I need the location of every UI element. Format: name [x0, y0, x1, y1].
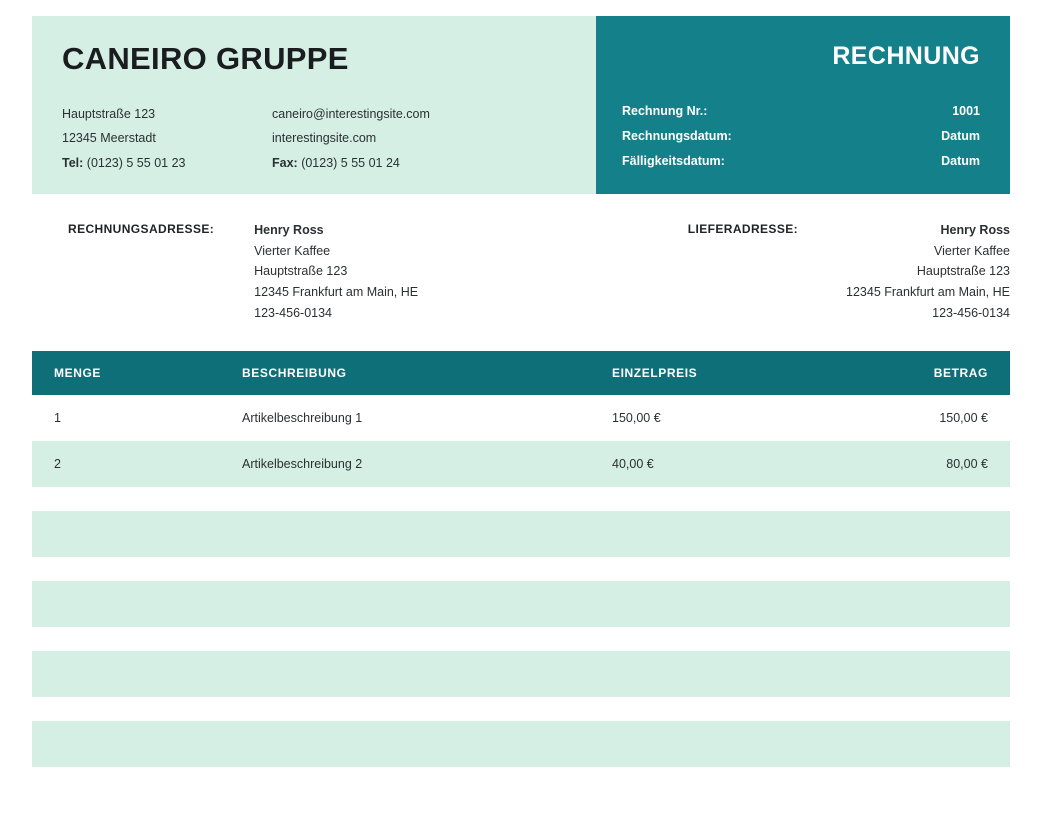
empty-row — [32, 651, 1010, 697]
table-gap — [0, 627, 1042, 651]
company-contact — [62, 102, 566, 175]
cell-amount: 150,00 € — [939, 411, 988, 426]
cell-description: Artikelbeschreibung 1 — [242, 411, 363, 426]
company-phone — [62, 151, 272, 175]
line-items-table — [32, 351, 1010, 487]
company-fax — [272, 151, 552, 175]
address-section — [32, 220, 1010, 323]
table-gap — [0, 487, 1042, 511]
company-street: Hauptstraße 123 — [62, 107, 156, 122]
billing-address-label: RECHNUNGSADRESSE: — [68, 222, 215, 236]
billing-line: 12345 Frankfurt am Main, HE — [254, 284, 419, 299]
invoice-page — [0, 16, 1042, 816]
billing-line: 123-456-0134 — [254, 305, 333, 320]
cell-quantity: 2 — [54, 457, 61, 472]
cell-amount: 80,00 € — [946, 457, 988, 472]
table-row — [32, 441, 1010, 487]
header-description: BESCHREIBUNG — [242, 366, 347, 381]
header-quantity: MENGE — [54, 366, 102, 381]
cell-unit-price: 150,00 € — [612, 411, 661, 426]
company-block — [32, 16, 596, 194]
billing-name: Henry Ross — [254, 223, 324, 237]
cell-description: Artikelbeschreibung 2 — [242, 457, 363, 472]
empty-row — [32, 721, 1010, 767]
table-gap — [0, 557, 1042, 581]
table-gap — [0, 697, 1042, 721]
company-website: interestingsite.com — [272, 131, 377, 146]
header-unit-price: EINZELPREIS — [612, 366, 698, 381]
invoice-number-value: 1001 — [952, 104, 980, 118]
shipping-address — [521, 220, 1010, 323]
billing-line: Vierter Kaffee — [254, 243, 331, 258]
due-date-value: Datum — [941, 154, 980, 168]
phone-value: (0123) 5 55 01 23 — [86, 155, 186, 170]
shipping-line: 12345 Frankfurt am Main, HE — [846, 284, 1010, 299]
invoice-header — [32, 16, 1010, 194]
invoice-date-label: Rechnungsdatum: — [622, 129, 732, 143]
table-row — [32, 395, 1010, 441]
shipping-line: Vierter Kaffee — [934, 243, 1010, 258]
invoice-meta-row — [622, 149, 980, 174]
invoice-meta-row — [622, 99, 980, 124]
phone-label: Tel: — [62, 155, 84, 170]
shipping-address-label: LIEFERADRESSE: — [687, 222, 799, 236]
header-amount: BETRAG — [933, 366, 988, 381]
shipping-line: Hauptstraße 123 — [916, 264, 1010, 279]
table-header-row — [32, 351, 1010, 395]
shipping-name: Henry Ross — [940, 223, 1010, 237]
due-date-label: Fälligkeitsdatum: — [622, 154, 725, 168]
company-email: caneiro@interestingsite.com — [272, 107, 430, 122]
billing-address — [32, 220, 521, 323]
empty-row — [32, 511, 1010, 557]
cell-quantity: 1 — [54, 411, 61, 426]
company-name: CANEIRO GRUPPE — [62, 41, 349, 76]
shipping-line: 123-456-0134 — [932, 305, 1010, 320]
invoice-title: RECHNUNG — [832, 42, 980, 70]
empty-row — [32, 581, 1010, 627]
invoice-meta-row — [622, 124, 980, 149]
invoice-number-label: Rechnung Nr.: — [622, 104, 708, 118]
company-city: 12345 Meerstadt — [62, 131, 156, 146]
fax-label: Fax: — [272, 155, 298, 170]
cell-unit-price: 40,00 € — [612, 457, 654, 472]
invoice-meta-block — [596, 16, 1010, 194]
billing-line: Hauptstraße 123 — [254, 264, 348, 279]
fax-value: (0123) 5 55 01 24 — [301, 155, 400, 170]
invoice-date-value: Datum — [941, 129, 980, 143]
